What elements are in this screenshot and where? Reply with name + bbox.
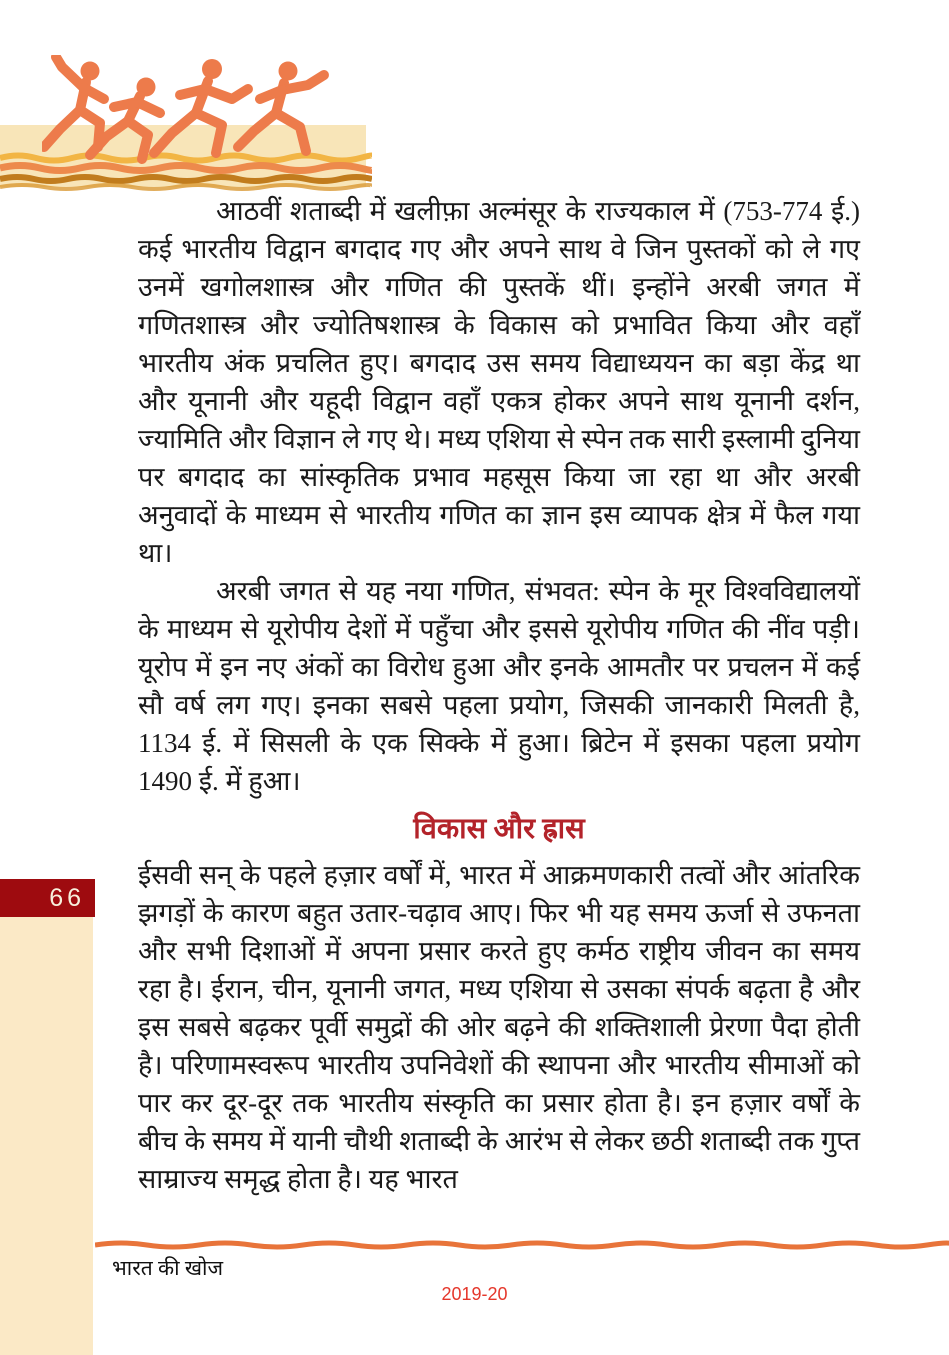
paragraph-europe-numerals: अरबी जगत से यह नया गणित, संभवत: स्पेन के मूर विश्वविद्यालयों के माध्यम से यूरोपीय देशों में पहुँचा और इससे यूरोपीय गणित की नींव पड़ी। यूरोप में इन नए अंकों का विरोध हुआ और इनके आमतौर पर प्रचलन में कई सौ वर्ष लग गए। इनका सबसे पहला प्रयोग, जिसकी जानकारी मिलती है, 1134 ई. में सिसली के एक सिक्के में हुआ। ब्रिटेन में इसका पहला प्रयोग 1490 ई. में हुआ।: [138, 576, 860, 796]
page-number-badge: [0, 879, 95, 917]
paragraph-baghdad-mathematics: आठवीं शताब्दी में खलीफ़ा अल्मंसूर के राज्यकाल में (753-774 ई.) कई भारतीय विद्वान बगदाद गए और अपने साथ वे जिन पुस्तकों को ले गए उनमें खगोलशास्त्र और गणित की पुस्तकें थीं। इन्होंने अरबी जगत में गणितशास्त्र और ज्योतिषशास्त्र के विकास को प्रभावित किया और वहाँ भारतीय अंक प्रचलित हुए। बगदाद उस समय विद्याध्ययन का बड़ा केंद्र था और यूनानी और यहूदी विद्वान वहाँ एकत्र होकर अपने साथ यूनानी दर्शन, ज्यामिति और विज्ञान ले गए थे। मध्य एशिया से स्पेन तक सारी इस्लामी दुनिया पर बगदाद का सांस्कृतिक प्रभाव महसूस किया जा रहा था और अरबी अनुवादों के माध्यम से भारतीय गणित का ज्ञान इस व्यापक क्षेत्र में फैल गया था।: [138, 196, 860, 568]
paragraph-growth-decay: ईसवी सन् के पहले हज़ार वर्षों में, भारत में आक्रमणकारी तत्वों और आंतरिक झगड़ों के कारण बहुत उतार-चढ़ाव आए। फिर भी यह समय ऊर्जा से उफनता और सभी दिशाओं में अपना प्रसार करते हुए कर्मठ राष्ट्रीय जीवन का समय रहा है। ईरान, चीन, यूनानी जगत, मध्य एशिया से उसका संपर्क बढ़ता है और इस सबसे बढ़कर पूर्वी समुद्रों की ओर बढ़ने की शक्तिशाली प्रेरणा पैदा होती है। परिणामस्वरूप भारतीय उपनिवेशों की स्थापना और भारतीय सीमाओं को पार कर दूर-दूर तक भारतीय संस्कृति का प्रसार होता है। इन हज़ार वर्षों के बीच के समय में यानी चौथी शताब्दी के आरंभ से लेकर छठी शताब्दी तक गुप्त साम्राज्य समृद्ध होता है। यह भारत: [138, 860, 860, 1194]
running-figures-icon: [42, 55, 342, 173]
section-heading: विकास और ह्रास: [413, 813, 585, 845]
footer-year: 2019-20: [441, 1284, 508, 1304]
wavy-line-icon: [95, 1240, 949, 1250]
page-content: [138, 192, 860, 1198]
footer-book-title: भारत की खोज: [112, 1256, 224, 1280]
page-number: 66: [49, 883, 85, 912]
